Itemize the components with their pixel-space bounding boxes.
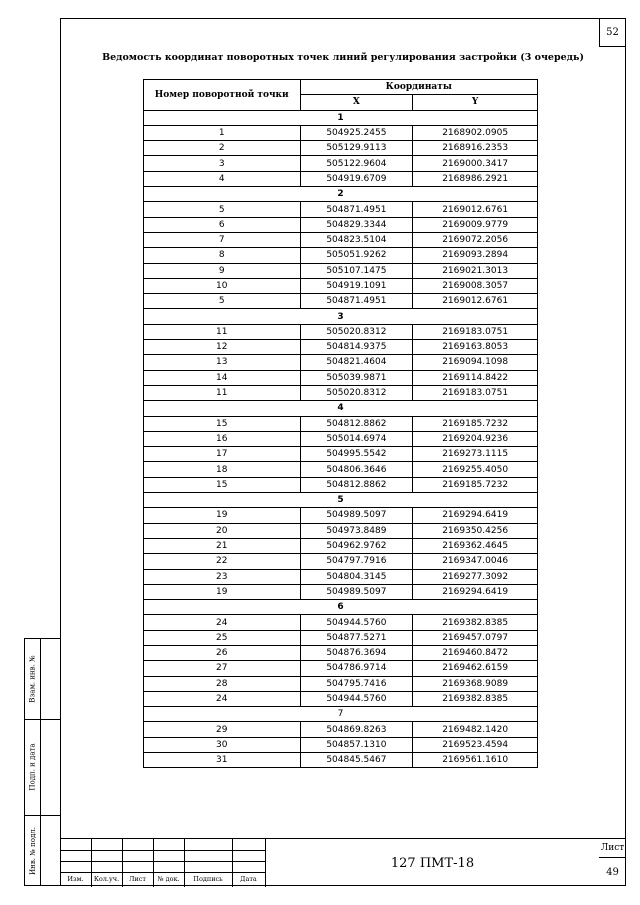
x-cell: 504804.3145 <box>300 569 413 584</box>
point-number-cell: 22 <box>144 554 301 569</box>
table-row <box>144 630 538 645</box>
x-cell: 504806.3646 <box>300 462 413 477</box>
table-row <box>144 661 538 676</box>
y-cell: 2169185.7232 <box>413 477 538 492</box>
x-cell: 505014.6974 <box>300 431 413 446</box>
point-number-cell: 25 <box>144 630 301 645</box>
table-row <box>144 753 538 768</box>
table-row <box>144 569 538 584</box>
point-number-cell: 14 <box>144 370 301 385</box>
point-number-cell: 24 <box>144 691 301 706</box>
table-row <box>144 125 538 140</box>
y-cell: 2169294.6419 <box>413 584 538 599</box>
y-cell: 2169021.3013 <box>413 263 538 278</box>
table-row <box>144 722 538 737</box>
point-number-cell: 18 <box>144 462 301 477</box>
group-label: 7 <box>144 707 538 722</box>
point-number-cell: 1 <box>144 125 301 140</box>
y-cell: 2169277.3092 <box>413 569 538 584</box>
table-row <box>144 676 538 691</box>
table-row <box>144 171 538 186</box>
point-number-cell: 9 <box>144 263 301 278</box>
y-cell: 2169294.6419 <box>413 508 538 523</box>
document-title: Ведомость координат поворотных точек линий регулирования застройки (3 очередь) <box>102 52 584 63</box>
sheet-number: 49 <box>606 867 619 878</box>
x-cell: 504989.5097 <box>300 584 413 599</box>
left-margin-stamp <box>24 638 60 886</box>
point-number-cell: 11 <box>144 385 301 400</box>
table-row <box>144 355 538 370</box>
y-cell: 2169114.8422 <box>413 370 538 385</box>
x-cell: 504995.5542 <box>300 447 413 462</box>
point-number-cell: 20 <box>144 523 301 538</box>
point-number-cell: 23 <box>144 569 301 584</box>
x-cell: 504857.1310 <box>300 737 413 752</box>
group-label: 5 <box>144 493 538 508</box>
tb-label-date: Дата <box>240 875 257 883</box>
table-row <box>144 691 538 706</box>
y-cell: 2169368.9089 <box>413 676 538 691</box>
point-number-cell: 6 <box>144 217 301 232</box>
x-cell: 504944.5760 <box>300 691 413 706</box>
y-cell: 2169072.2056 <box>413 232 538 247</box>
point-number-cell: 8 <box>144 248 301 263</box>
group-label: 3 <box>144 309 538 324</box>
point-number-cell: 17 <box>144 447 301 462</box>
table-row <box>144 263 538 278</box>
page-number: 52 <box>599 19 625 47</box>
y-cell: 2169012.6761 <box>413 202 538 217</box>
sheet-label: Лист <box>599 839 626 858</box>
x-cell: 504919.1091 <box>300 278 413 293</box>
stamp-sign-date: Подп. и дата <box>29 743 38 791</box>
y-cell: 2169382.8385 <box>413 615 538 630</box>
table-row <box>144 416 538 431</box>
y-cell: 2169183.0751 <box>413 385 538 400</box>
x-cell: 505020.8312 <box>300 385 413 400</box>
point-number-cell: 10 <box>144 278 301 293</box>
table-row <box>144 370 538 385</box>
x-cell: 504823.5104 <box>300 232 413 247</box>
table-row <box>144 523 538 538</box>
y-cell: 2169350.4256 <box>413 523 538 538</box>
y-cell: 2169255.4050 <box>413 462 538 477</box>
x-cell: 505122.9604 <box>300 156 413 171</box>
table-row <box>144 232 538 247</box>
group-header-row <box>144 600 538 615</box>
sheet-box <box>599 839 626 887</box>
x-cell: 505020.8312 <box>300 324 413 339</box>
table-row <box>144 141 538 156</box>
x-cell: 504812.8862 <box>300 477 413 492</box>
point-number-cell: 19 <box>144 508 301 523</box>
tb-label-koluch: Кол.уч. <box>93 875 120 883</box>
y-cell: 2169523.4594 <box>413 737 538 752</box>
y-cell: 2169094.1098 <box>413 355 538 370</box>
coordinates-table <box>143 79 538 768</box>
header-x: X <box>300 95 413 110</box>
header-y: Y <box>413 95 538 110</box>
y-cell: 2169382.8385 <box>413 691 538 706</box>
table-row <box>144 217 538 232</box>
header-point-number: Номер поворотной точки <box>144 80 301 111</box>
x-cell: 504962.9762 <box>300 538 413 553</box>
x-cell: 504829.3344 <box>300 217 413 232</box>
stamp-inv-orig: Инв. № подл. <box>29 827 37 875</box>
group-header-row <box>144 401 538 416</box>
group-label: 2 <box>144 187 538 202</box>
table-row <box>144 385 538 400</box>
x-cell: 504871.4951 <box>300 202 413 217</box>
group-label: 4 <box>144 401 538 416</box>
x-cell: 505051.9262 <box>300 248 413 263</box>
point-number-cell: 7 <box>144 232 301 247</box>
y-cell: 2168986.2921 <box>413 171 538 186</box>
x-cell: 504869.8263 <box>300 722 413 737</box>
x-cell: 504871.4951 <box>300 294 413 309</box>
point-number-cell: 2 <box>144 141 301 156</box>
point-number-cell: 28 <box>144 676 301 691</box>
point-number-cell: 30 <box>144 737 301 752</box>
y-cell: 2169185.7232 <box>413 416 538 431</box>
x-cell: 504797.7916 <box>300 554 413 569</box>
table-row <box>144 477 538 492</box>
group-header-row <box>144 309 538 324</box>
table-row <box>144 584 538 599</box>
point-number-cell: 5 <box>144 202 301 217</box>
table-row <box>144 340 538 355</box>
y-cell: 2168902.0905 <box>413 125 538 140</box>
y-cell: 2169008.3057 <box>413 278 538 293</box>
x-cell: 505039.9871 <box>300 370 413 385</box>
point-number-cell: 29 <box>144 722 301 737</box>
table-row <box>144 431 538 446</box>
tb-label-izm: Изм. <box>67 875 84 883</box>
title-block <box>60 838 626 886</box>
x-cell: 504812.8862 <box>300 416 413 431</box>
point-number-cell: 26 <box>144 645 301 660</box>
group-header-row <box>144 110 538 125</box>
x-cell: 504877.5271 <box>300 630 413 645</box>
y-cell: 2169163.8053 <box>413 340 538 355</box>
x-cell: 504795.7416 <box>300 676 413 691</box>
header-coordinates: Координаты <box>300 80 537 95</box>
x-cell: 504973.8489 <box>300 523 413 538</box>
y-cell: 2169482.1420 <box>413 722 538 737</box>
y-cell: 2169462.6159 <box>413 661 538 676</box>
x-cell: 504786.9714 <box>300 661 413 676</box>
tb-label-signature: Подпись <box>193 875 223 883</box>
stamp-inv-replace: Взам. инв. № <box>29 655 38 703</box>
table-row <box>144 538 538 553</box>
y-cell: 2169012.6761 <box>413 294 538 309</box>
point-number-cell: 5 <box>144 294 301 309</box>
point-number-cell: 12 <box>144 340 301 355</box>
point-number-cell: 13 <box>144 355 301 370</box>
point-number-cell: 11 <box>144 324 301 339</box>
y-cell: 2169009.9779 <box>413 217 538 232</box>
group-label: 6 <box>144 600 538 615</box>
point-number-cell: 3 <box>144 156 301 171</box>
y-cell: 2169561.1610 <box>413 753 538 768</box>
y-cell: 2169204.9236 <box>413 431 538 446</box>
table-row <box>144 737 538 752</box>
tb-label-list: Лист <box>129 875 146 883</box>
x-cell: 504925.2455 <box>300 125 413 140</box>
table-row <box>144 645 538 660</box>
point-number-cell: 31 <box>144 753 301 768</box>
point-number-cell: 16 <box>144 431 301 446</box>
point-number-cell: 19 <box>144 584 301 599</box>
y-cell: 2169362.4645 <box>413 538 538 553</box>
group-header-row <box>144 707 538 722</box>
point-number-cell: 15 <box>144 416 301 431</box>
y-cell: 2169347.0046 <box>413 554 538 569</box>
table-row <box>144 508 538 523</box>
table-row <box>144 324 538 339</box>
table-row <box>144 202 538 217</box>
y-cell: 2169093.2894 <box>413 248 538 263</box>
x-cell: 504989.5097 <box>300 508 413 523</box>
y-cell: 2168916.2353 <box>413 141 538 156</box>
table-row <box>144 615 538 630</box>
y-cell: 2169000.3417 <box>413 156 538 171</box>
x-cell: 504876.3694 <box>300 645 413 660</box>
point-number-cell: 4 <box>144 171 301 186</box>
x-cell: 505107.1475 <box>300 263 413 278</box>
point-number-cell: 27 <box>144 661 301 676</box>
group-header-row <box>144 493 538 508</box>
document-code: 127 ПМТ-18 <box>265 839 599 887</box>
group-header-row <box>144 187 538 202</box>
table-row <box>144 447 538 462</box>
x-cell: 504845.5467 <box>300 753 413 768</box>
group-label: 1 <box>144 110 538 125</box>
x-cell: 504814.9375 <box>300 340 413 355</box>
table-row <box>144 156 538 171</box>
tb-label-ndoc: № док. <box>157 875 180 883</box>
y-cell: 2169183.0751 <box>413 324 538 339</box>
point-number-cell: 15 <box>144 477 301 492</box>
y-cell: 2169457.0797 <box>413 630 538 645</box>
x-cell: 504944.5760 <box>300 615 413 630</box>
y-cell: 2169460.8472 <box>413 645 538 660</box>
y-cell: 2169273.1115 <box>413 447 538 462</box>
x-cell: 504821.4604 <box>300 355 413 370</box>
table-row <box>144 462 538 477</box>
x-cell: 505129.9113 <box>300 141 413 156</box>
table-row <box>144 554 538 569</box>
table-row <box>144 294 538 309</box>
table-row <box>144 248 538 263</box>
x-cell: 504919.6709 <box>300 171 413 186</box>
point-number-cell: 24 <box>144 615 301 630</box>
point-number-cell: 21 <box>144 538 301 553</box>
table-row <box>144 278 538 293</box>
